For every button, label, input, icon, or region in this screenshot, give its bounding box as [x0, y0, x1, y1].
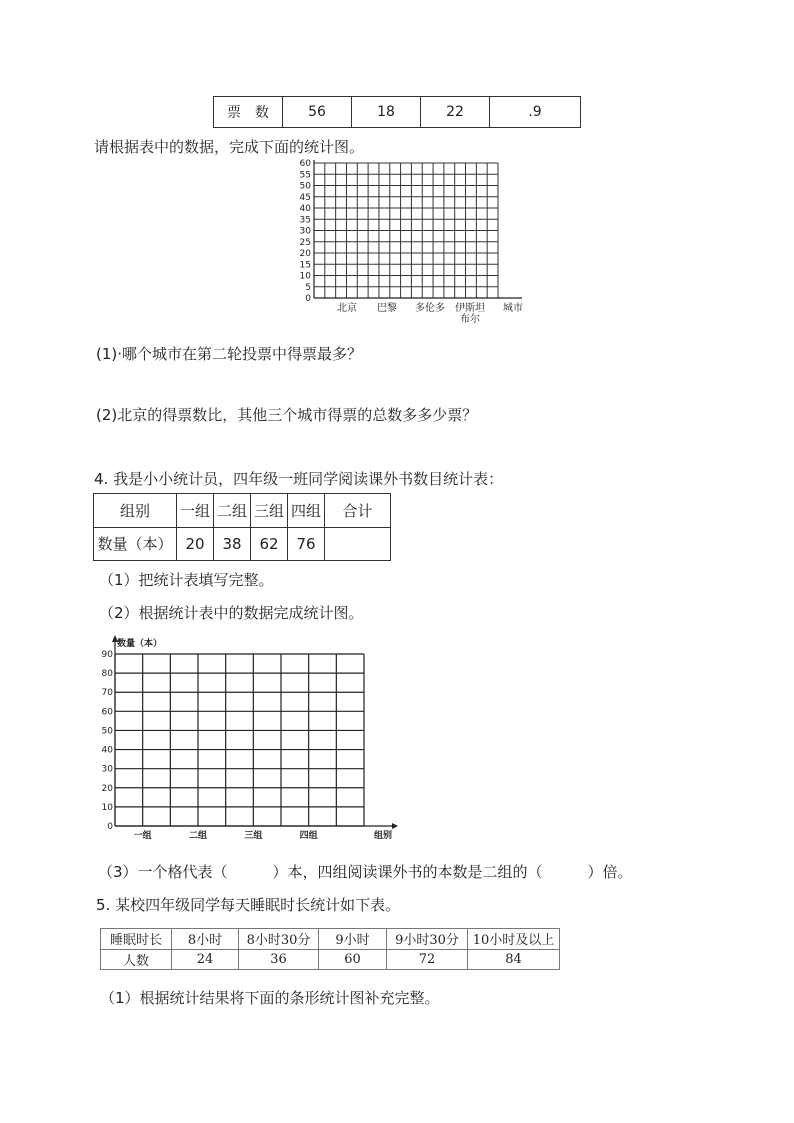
table-header-cell: 9小时	[319, 929, 387, 950]
table-cell: 22	[421, 97, 490, 128]
y-tick-label: 10	[101, 802, 113, 813]
q4-sub1: （1）把统计表填写完整。	[99, 571, 274, 589]
q5-heading: 5. 某校四年级同学每天睡眠时长统计如下表。	[96, 896, 401, 914]
y-tick-label: 0	[305, 294, 311, 304]
table-cell: 18	[352, 97, 421, 128]
y-tick-label: 30	[101, 764, 113, 775]
table-header-cell: 睡眠时长	[101, 929, 172, 950]
y-tick-label: 35	[299, 215, 311, 226]
q4-sub3: （3）一个格代表（ ）本，四组阅读课外书的本数是二组的（ ）倍。	[98, 863, 633, 881]
x-tick-label: 三组	[244, 831, 263, 841]
q3-sub2: (2)北京的得票数比，其他三个城市得票的总数多多少票？	[96, 406, 478, 424]
x-axis-label: 城市	[503, 303, 523, 314]
table-header-cell: 三组	[251, 494, 288, 528]
y-tick-label: 45	[299, 192, 311, 203]
y-tick-label: 5	[305, 282, 311, 293]
table-row	[214, 97, 581, 128]
table-cell: 72	[387, 949, 468, 970]
table-header-cell: 票 数	[214, 97, 283, 128]
y-tick-label: 70	[101, 688, 113, 699]
table-header-cell: 8小时30分	[239, 929, 319, 950]
y-tick-label: 90	[101, 650, 113, 660]
x-tick-label: 伊斯坦	[455, 303, 485, 314]
y-tick-label: 50	[101, 726, 113, 737]
x-tick-label: 布尔	[460, 314, 480, 325]
table-cell: 24	[172, 949, 239, 970]
x-tick-label: 四组	[299, 831, 318, 841]
city-vote-chart	[290, 158, 540, 328]
table-header-cell: 9小时30分	[387, 929, 468, 950]
table-cell: 84	[468, 949, 560, 970]
sleep-table	[100, 928, 560, 970]
table-cell: 36	[239, 949, 319, 970]
table-cell: 38	[214, 527, 251, 561]
y-tick-label: 40	[299, 204, 311, 214]
q3-instruction: 请根据表中的数据，完成下面的统计图。	[94, 138, 365, 156]
y-tick-label: 30	[299, 226, 311, 237]
x-tick-label: 巴黎	[377, 303, 397, 314]
x-tick-label: 多伦多	[415, 303, 445, 314]
reading-table	[93, 493, 391, 561]
x-tick-label: 北京	[337, 303, 357, 314]
total-answer-cell[interactable]	[325, 527, 391, 561]
q4-heading: 4. 我是小小统计员，四年级一班同学阅读课外书数目统计表：	[94, 470, 504, 488]
y-tick-label: 40	[101, 745, 113, 756]
table-cell: 数量（本）	[94, 527, 177, 561]
y-tick-label: 15	[299, 260, 311, 271]
x-axis-arrow	[392, 823, 398, 829]
table-row	[101, 949, 560, 970]
y-tick-label: 25	[299, 237, 311, 248]
vote-table	[213, 96, 581, 128]
x-axis-label: 组别	[373, 831, 393, 841]
table-row	[94, 527, 391, 561]
table-header-cell: 一组	[177, 494, 214, 528]
table-cell: .9	[490, 97, 581, 128]
y-tick-label: 50	[299, 181, 311, 192]
table-cell: 76	[288, 527, 325, 561]
y-tick-label: 0	[107, 822, 113, 832]
q4-sub2: （2）根据统计表中的数据完成统计图。	[99, 604, 364, 622]
table-row	[94, 494, 391, 528]
table-header-cell: 四组	[288, 494, 325, 528]
y-tick-label: 10	[299, 271, 311, 282]
q3-sub1: (1)·哪个城市在第二轮投票中得票最多？	[96, 345, 363, 363]
x-tick-label: 二组	[188, 831, 208, 841]
q5-sub1: （1）根据统计结果将下面的条形统计图补充完整。	[100, 989, 440, 1007]
table-header-cell: 10小时及以上	[468, 929, 560, 950]
y-tick-label: 60	[101, 707, 113, 718]
table-cell: 20	[177, 527, 214, 561]
y-tick-label: 80	[101, 669, 113, 680]
table-header-cell: 组别	[94, 494, 177, 528]
y-tick-label: 60	[299, 159, 311, 169]
table-header-cell: 二组	[214, 494, 251, 528]
y-tick-label: 20	[101, 783, 113, 794]
table-cell: 人数	[101, 949, 172, 970]
table-cell: 56	[283, 97, 352, 128]
reading-count-chart	[90, 632, 410, 844]
table-cell: 62	[251, 527, 288, 561]
x-tick-label: 一组	[133, 831, 152, 841]
table-header-cell: 8小时	[172, 929, 239, 950]
y-tick-label: 20	[299, 249, 311, 259]
y-axis-label: 数量（本）	[117, 639, 163, 649]
table-header-cell: 合计	[325, 494, 391, 528]
table-cell: 60	[319, 949, 387, 970]
y-tick-label: 55	[299, 170, 311, 181]
table-row	[101, 929, 560, 950]
